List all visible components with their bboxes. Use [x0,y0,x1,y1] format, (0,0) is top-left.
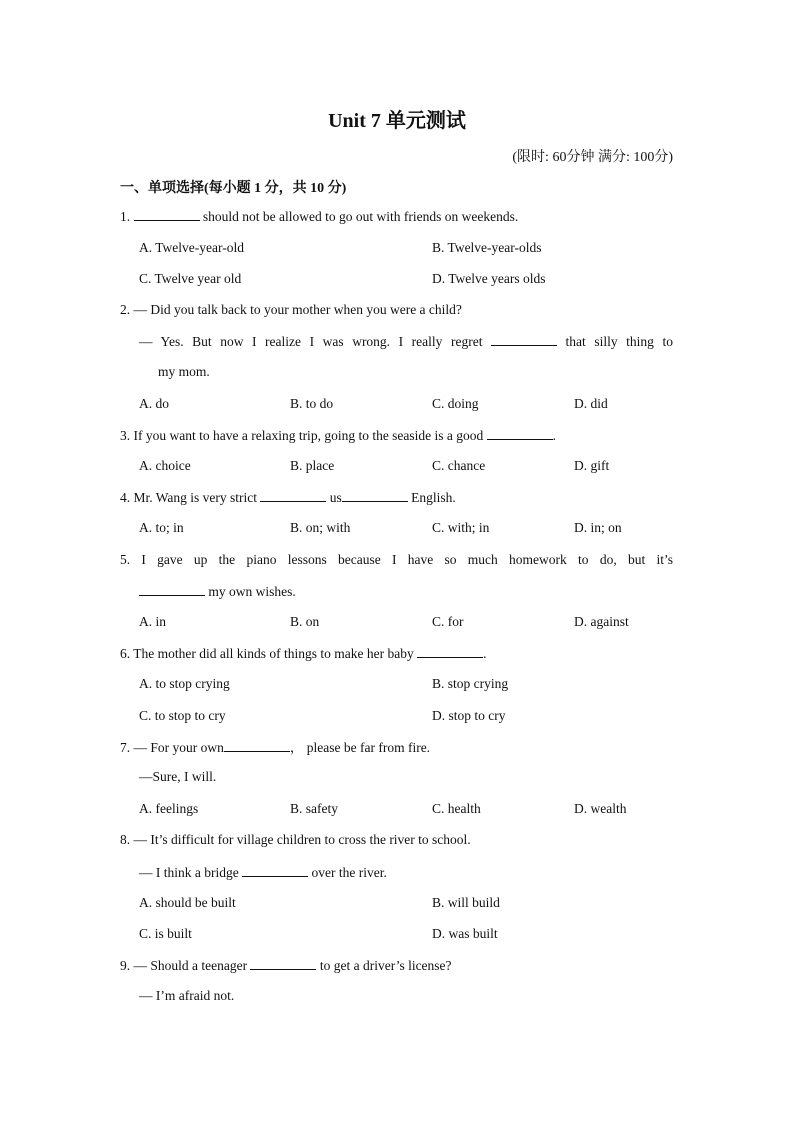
question-5-option-c: C. for [432,614,464,629]
question-1-option-c: C. Twelve year old [139,271,242,286]
answer-blank [224,737,290,752]
answer-blank [260,487,326,502]
question-7-option-b: B. safety [290,801,338,816]
question-2-line-1: 2. — Did you talk back to your mother when you were a child? [120,302,462,317]
question-6-option-a: A. to stop crying [139,676,230,691]
question-3-option-d: D. gift [574,458,610,473]
question-8-option-d: D. was built [432,926,498,941]
question-4-option-c: C. with; in [432,520,490,535]
answer-blank [487,425,553,440]
question-5-line-1: 5. I gave up the piano lessons because I have so much homework to do, but it’s [120,552,673,567]
answer-blank [342,487,408,502]
question-5-line-2: my own wishes. [139,581,673,602]
question-4-option-d: D. in; on [574,520,622,535]
question-8-option-b: B. will build [432,895,500,910]
question-1-option-a: A. Twelve-year-old [139,240,244,255]
question-3-stem: 3. If you want to have a relaxing trip, going to the seaside is a good . [120,425,673,446]
question-7-line-2: —Sure, I will. [139,769,217,784]
page-title: Unit 7 单元测试 [328,110,466,132]
question-7-option-d: D. wealth [574,801,627,816]
question-2-option-d: D. did [574,396,608,411]
question-2-option-a: A. do [139,396,169,411]
question-5-option-a: A. in [139,614,166,629]
question-9-line-2: — I’m afraid not. [139,988,235,1003]
question-2-line-2: — Yes. But now I realize I was wrong. I really regret that silly thing to [139,331,673,352]
question-8-line-2: — I think a bridge over the river. [139,862,673,883]
question-1-option-d: D. Twelve years olds [432,271,546,286]
answer-blank [417,643,483,658]
question-6-option-c: C. to stop to cry [139,708,226,723]
time-score-note: (限时: 60分钟 满分: 100分) [512,150,673,165]
question-6-option-b: B. stop crying [432,676,509,691]
question-7-option-a: A. feelings [139,801,199,816]
answer-blank [491,331,557,346]
question-3-option-b: B. place [290,458,335,473]
question-2-option-b: B. to do [290,396,334,411]
question-6-option-d: D. stop to cry [432,708,506,723]
question-1-stem: 1. should not be allowed to go out with friends on weekends. [120,206,673,227]
question-4-stem: 4. Mr. Wang is very strict us English. [120,487,673,508]
question-4-option-a: A. to; in [139,520,184,535]
question-7-option-c: C. health [432,801,481,816]
section-heading: 一、单项选择(每小题 1 分，共 10 分) [120,181,347,196]
answer-blank [250,955,316,970]
question-7-line-1: 7. — For your own ， please be far from fire. [120,737,673,758]
question-8-option-c: C. is built [139,926,192,941]
question-3-option-a: A. choice [139,458,191,473]
question-8-line-1: 8. — It’s difficult for village children to cross the river to school. [120,832,471,847]
question-5-option-d: D. against [574,614,629,629]
answer-blank [134,206,200,221]
question-8-option-a: A. should be built [139,895,236,910]
question-6-stem: 6. The mother did all kinds of things to make her baby . [120,643,673,664]
question-9-line-1: 9. — Should a teenager to get a driver’s license? [120,955,673,976]
question-5-option-b: B. on [290,614,320,629]
answer-blank [139,581,205,596]
question-3-option-c: C. chance [432,458,486,473]
question-2-line-3: my mom. [158,364,210,379]
question-1-option-b: B. Twelve-year-olds [432,240,542,255]
answer-blank [242,862,308,877]
question-2-option-c: C. doing [432,396,479,411]
question-4-option-b: B. on; with [290,520,351,535]
